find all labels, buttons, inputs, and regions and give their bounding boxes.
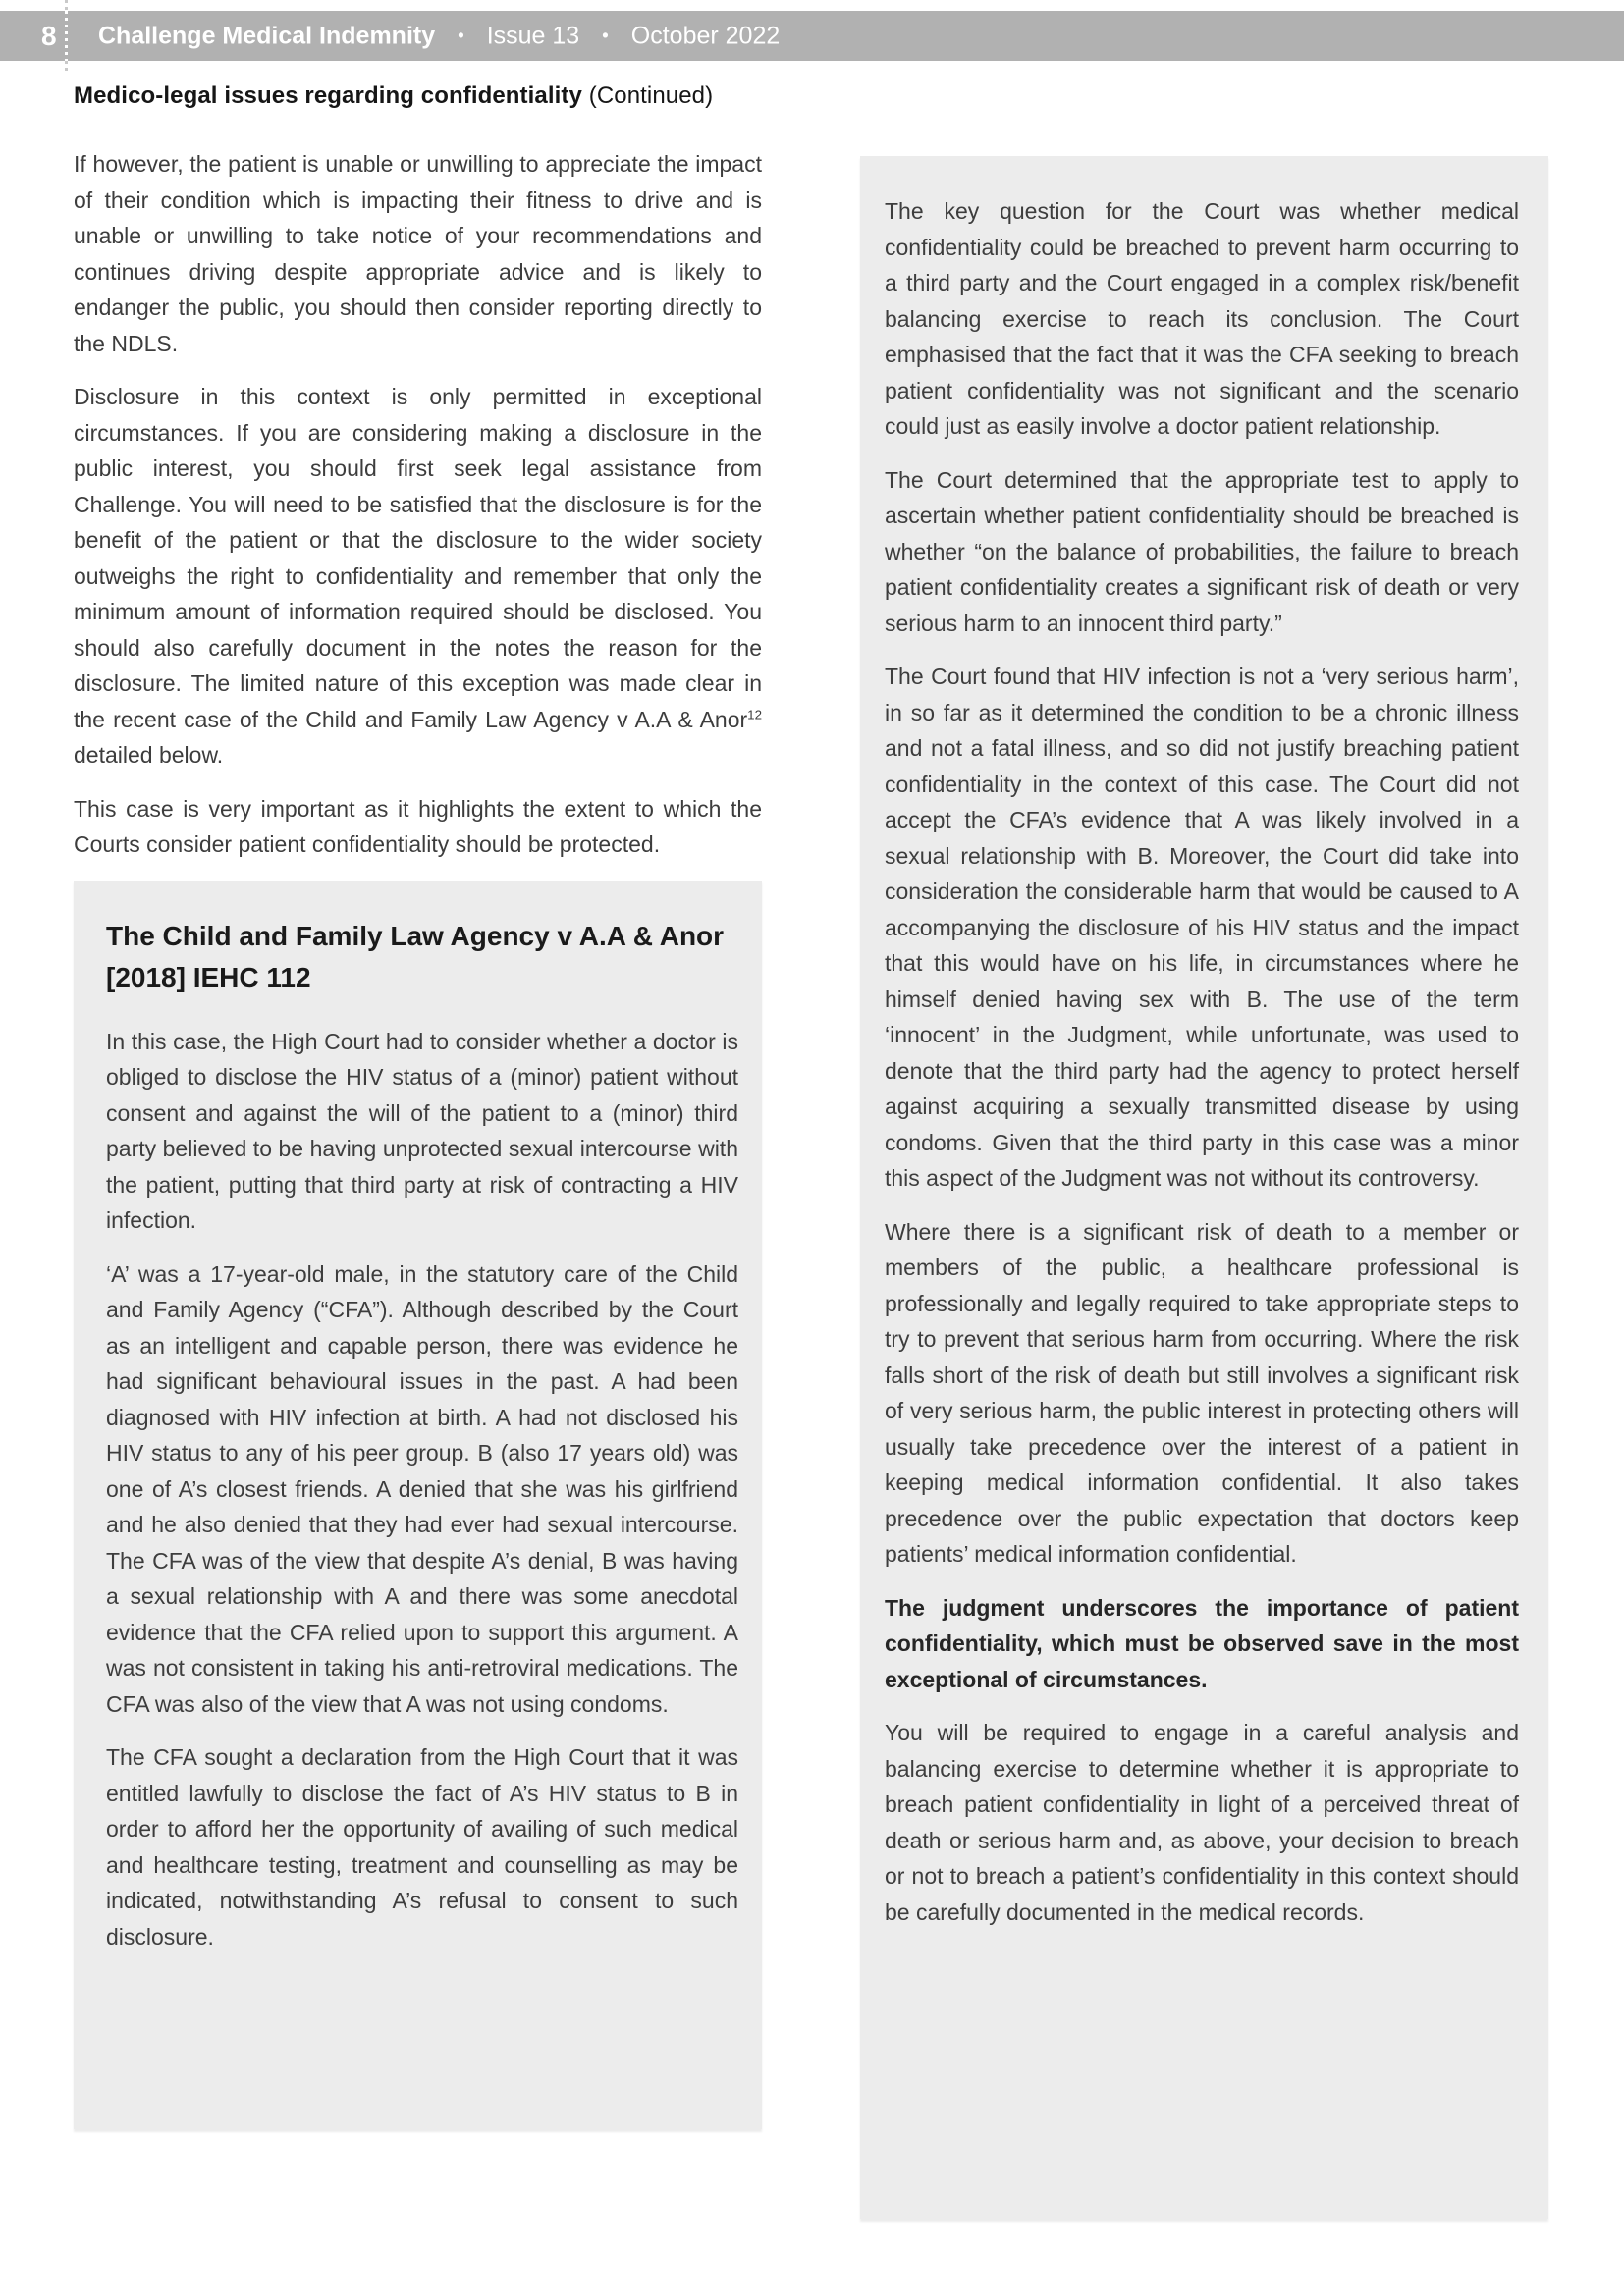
key-message-paragraph: The judgment underscores the importance of patient confidentiality, which must be observed save in the most exceptional of circumstances.	[885, 1594, 1519, 1692]
paragraph: If however, the patient is unable or unwilling to appreciate the impact of their condition which is impacting their fitness to drive and is unable or unwilling to take notice of your recommendations and continues driving despite appropriate advice and is likely to endanger the public, you should then consider reporting directly to the NDLS.	[74, 151, 762, 356]
dotted-divider	[65, 11, 68, 61]
case-analysis-box	[860, 156, 1548, 2219]
case-box-heading: The Child and Family Law Agency v A.A & Anor [2018] IEHC 112	[106, 920, 725, 992]
left-column	[74, 146, 762, 2219]
paragraph: This case is very important as it highlights the extent to which the Courts consider patient confidentiality should be protected.	[74, 795, 762, 857]
right-column	[860, 146, 1548, 2219]
issue-label: Issue 13	[486, 22, 580, 49]
dotted-divider-bottom	[65, 61, 68, 71]
paragraph-text: Disclosure in this context is only permitted in exceptional circumstances. If you are considering making a disclosure in the public interest, you should first seek legal assistance from Challenge. You will need to be satisfied that the disclosure is for the benefit of the patient or that the disclosure to the wider society outweighs the right to confidentiality and remember that only the minimum amount of information required should be disclosed. You should also carefully document in the notes the reason for the disclosure. The limited nature of this exception was made clear in the recent case of the Child and Family Law Agency v A.A & Anor	[74, 384, 762, 732]
paragraph: The key question for the Court was whether medical confidentiality could be breached to prevent harm occurring to a third party and the Court engaged in a complex risk/benefit balancing exercise to reach its conclusion. The Court emphasised that the fact that it was the CFA seeking to breach patient confidentiality was not significant and the scenario could just as easily involve a doctor patient relationship.	[885, 198, 1519, 439]
paragraph: Where there is a significant risk of death to a member or members of the public, a healthcare professional is professionally and legally required to take appropriate steps to try to prevent that serious harm from occurring. Where the risk falls short of the risk of death but still involves a significant risk of very serious harm, the public interest in protecting others will usually take precedence over the interest of a patient in keeping medical information confidential. It also takes precedence over the public expectation that doctors keep patients’ medical information confidential.	[885, 1218, 1519, 1567]
paragraph-text: detailed below.	[74, 742, 224, 768]
publication-title: Challenge Medical Indemnity	[98, 22, 436, 49]
masthead	[98, 22, 780, 50]
page-number: 8	[41, 20, 57, 51]
paragraph: The Court determined that the appropriate test to apply to ascertain whether patient confidentiality should be breached is whether “on the balance of probabilities, the failure to breach patient confidentiality creates a significant risk of death or very serious harm to an innocent third party.”	[885, 466, 1519, 636]
two-column-body	[74, 146, 1549, 2219]
article-title: Medico-legal issues regarding confidentiality	[74, 82, 582, 109]
header-bar	[0, 11, 1624, 61]
paragraph: The CFA sought a declaration from the High Court that it was entitled lawfully to disclose the fact of A’s HIV status to B in order to afford her the opportunity of availing of such medical and healthcare testing, treatment and counselling as may be indicated, notwithstanding A’s refusal to consent to such disclosure.	[106, 1744, 738, 1949]
bullet-separator: •	[602, 26, 609, 46]
paragraph	[74, 379, 762, 774]
bullet-separator: •	[458, 26, 464, 46]
paragraph: In this case, the High Court had to consider whether a doctor is obliged to disclose the HIV status of a (minor) patient without consent and against the will of the patient to a (minor) third party believed to be having unprotected sexual intercourse with the patient, putting that third party at risk of contracting a HIV infection.	[106, 1028, 738, 1233]
paragraph: ‘A’ was a 17-year-old male, in the statutory care of the Child and Family Agency (“CFA”). Although described by the Court as an intelligent and capable person, there was evidence he had significant behavioural issues in the past. A had been diagnosed with HIV infection at birth. A had not disclosed his HIV status to any of his peer group. B (also 17 years old) was one of A’s closest friends. A denied that she was his girlfriend and he also denied that they had ever had sexual intercourse. The CFA was of the view that despite A’s denial, B was having a sexual relationship with A and there was some anecdotal evidence that the CFA relied upon to support this argument. A was not consistent in taking his anti-retroviral medications. The CFA was also of the view that A was not using condoms.	[106, 1260, 738, 1717]
date-label: October 2022	[630, 22, 781, 49]
paragraph: The Court found that HIV infection is not a ‘very serious harm’, in so far as it determined the condition to be a chronic illness and not a fatal illness, and so did not justify breaching patient confidentiality in the context of this case. The Court did not accept the CFA’s evidence that A was likely involved in a sexual relationship with B. Moreover, the Court did take into consideration the considerable harm that would be caused to A accompanying the disclosure of his HIV status and the impact that this would have on his life, in circumstances where he himself denied having sex with B. The use of the term ‘innocent’ in the Judgment, while unfortunate, was used to denote that the third party had the agency to protect herself against acquiring a sexually transmitted disease by using condoms. Given that the third party in this case was a minor this aspect of the Judgment was not without its controversy.	[885, 664, 1519, 1191]
dotted-divider-top	[65, 0, 68, 11]
case-summary-box	[74, 881, 762, 2129]
paragraph: You will be required to engage in a careful analysis and balancing exercise to determine whether it is appropriate to breach patient confidentiality in light of a perceived threat of death or serious harm and, as above, your decision to breach or not to breach a patient’s confidentiality in this context should be carefully documented in the medical records.	[885, 1720, 1519, 1925]
article-title-continued-note: (Continued)	[581, 82, 714, 109]
article-heading	[74, 82, 713, 110]
footnote-reference: 12	[747, 706, 762, 721]
